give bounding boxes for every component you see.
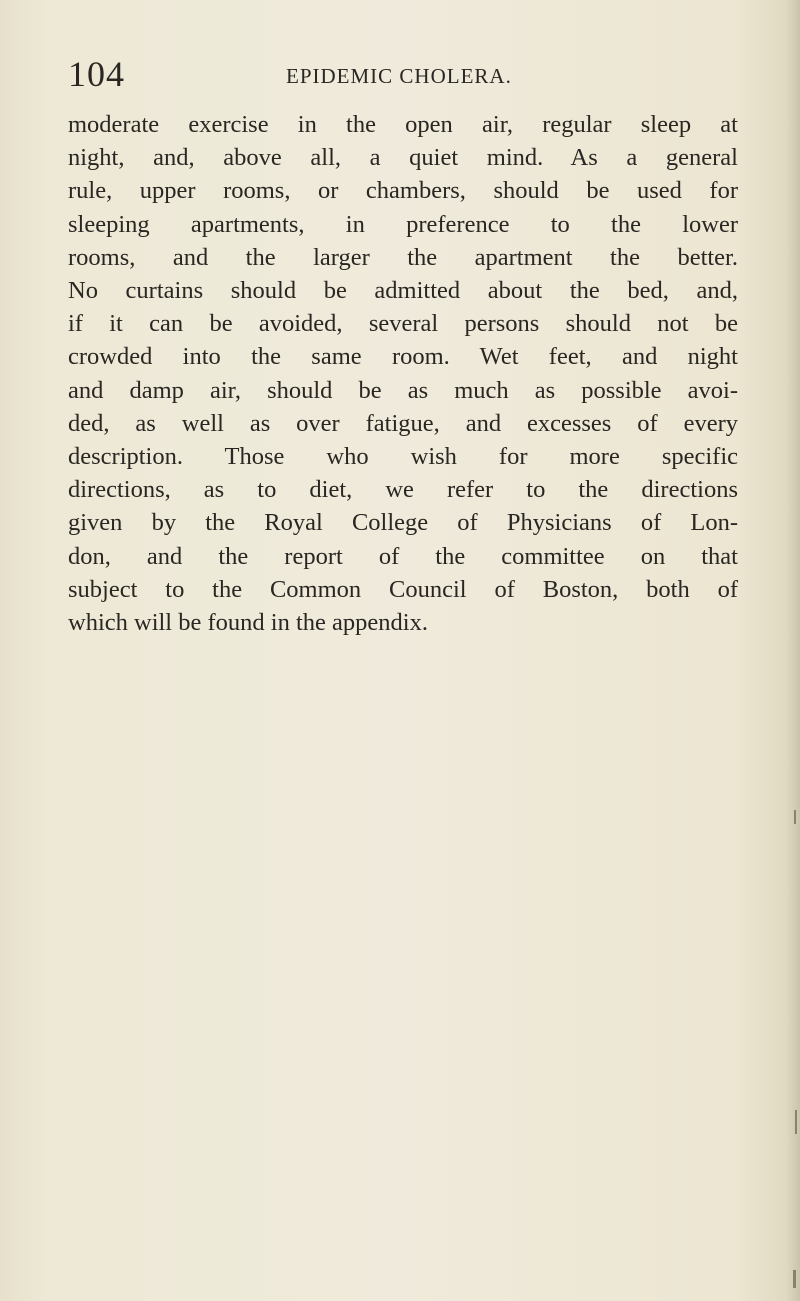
text-line: ded, as well as over fatigue, and excesses of every bbox=[68, 409, 738, 437]
text-line: and damp air, should be as much as possible avoi- bbox=[68, 376, 738, 404]
text-line: which will be found in the appendix. bbox=[68, 609, 428, 637]
text-line: directions, as to diet, we refer to the directions bbox=[68, 476, 738, 504]
paper-speck bbox=[795, 1110, 797, 1134]
page-header bbox=[68, 54, 738, 94]
text-line: rooms, and the larger the apartment the better. bbox=[68, 243, 738, 271]
text-line: description. Those who wish for more specific bbox=[68, 443, 738, 471]
text-line: subject to the Common Council of Boston, both of bbox=[68, 575, 738, 603]
text-line: crowded into the same room. Wet feet, and night bbox=[68, 343, 738, 371]
page-number: 104 bbox=[68, 54, 125, 94]
body-paragraph bbox=[68, 108, 738, 639]
page-edge-shadow bbox=[786, 0, 800, 1301]
text-line: sleeping apartments, in preference to the lower bbox=[68, 210, 738, 238]
paper-speck bbox=[794, 810, 796, 824]
text-line: No curtains should be admitted about the bed, and, bbox=[68, 277, 738, 305]
text-line: don, and the report of the committee on that bbox=[68, 542, 738, 570]
text-line: night, and, above all, a quiet mind. As a general bbox=[68, 144, 738, 172]
text-line: given by the Royal College of Physicians of Lon- bbox=[68, 509, 738, 537]
paper-speck bbox=[793, 1270, 796, 1288]
text-line: if it can be avoided, several persons should not be bbox=[68, 310, 738, 338]
running-title: EPIDEMIC CHOLERA. bbox=[286, 64, 512, 88]
text-line: moderate exercise in the open air, regular sleep at bbox=[68, 111, 738, 138]
text-line: rule, upper rooms, or chambers, should be used for bbox=[68, 177, 738, 205]
